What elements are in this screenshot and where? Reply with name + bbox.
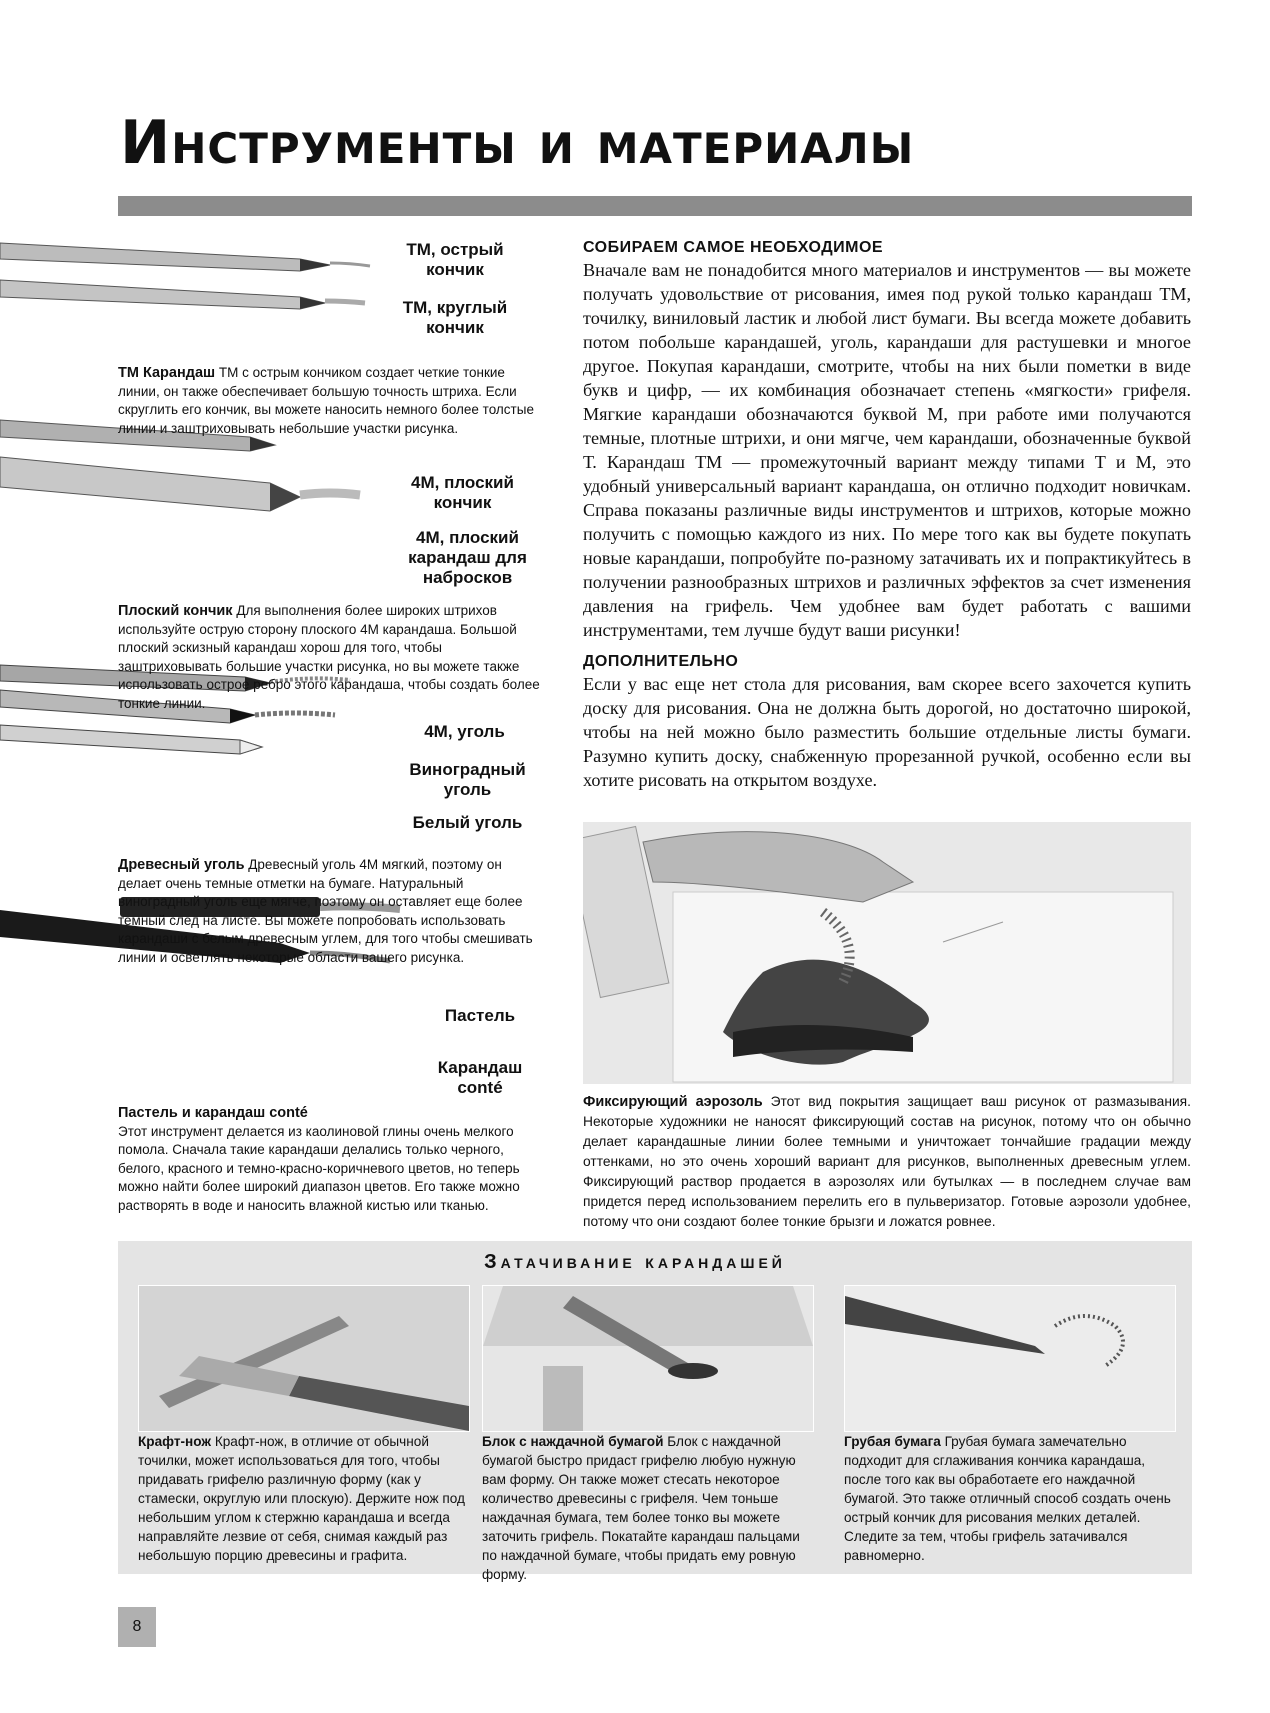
sharpen-caption-paper-text: Грубая бумага замечательно подходит для сглаживания кончика карандаша, после того как вы обработаете его наждачной бумагой. Это также отличный способ создать очень острый кончик для рисования мелких деталей. Следите за тем, чтобы грифель затачивался равномерно. xyxy=(844,1434,1171,1563)
caption-flat-text: Для выполнения более широких штрихов используйте острую сторону плоского 4М карандаша. Большой плоский эскизный карандаш хорош для того, чтобы заштриховывать большие участки рисунка, но вы можете также использовать острое ребро этого карандаша, чтобы создать более тонкие линии. xyxy=(118,603,540,711)
pencil-tm-round-icon xyxy=(0,280,365,309)
label-white-charcoal: Белый уголь xyxy=(412,813,523,832)
pencil-white-charcoal-icon xyxy=(0,725,262,754)
label-tm-sharp: ТМ, острый кончик xyxy=(406,240,504,279)
sandpaper-block-photo xyxy=(482,1285,814,1432)
page-title: Инструменты и материалы xyxy=(120,108,915,178)
sharpen-caption-knife xyxy=(138,1432,468,1565)
sharpening-title: Затачивание карандашей xyxy=(484,1251,786,1273)
caption-spray-text: Этот вид покрытия защищает ваш рисунок от размазывания. Некоторые художники не наносят фиксирующий состав на рисунок, потому что он обычно делает карандашные линии более темными и уничтожает тончайшие градации между оттенками, но это очень хороший вариант для рисунков, выполненных древесным углем. Фиксирующий раствор продается в аэрозолях или бутылках — в последнем случае вам придется перед использованием перелить его в пульверизатор. Готовые аэрозоли удобнее, потому что они создают более тонкие брызги и ложатся ровнее. xyxy=(583,1094,1191,1229)
caption-pastel-text: Этот инструмент делается из каолиновой глины очень мелкого помола. Сначала такие карандаши делались только черного, белого, красного и темно-красно-коричневого цветов, но теперь можно найти более широкий диапазон цветов. Его также можно растворять в воде и наносить влажной кистью или тканью. xyxy=(118,1123,520,1213)
label-conte: Карандаш conté xyxy=(437,1058,523,1097)
label-tm-round: ТМ, круглый кончик xyxy=(402,298,508,337)
caption-pastel xyxy=(118,1104,548,1215)
sharpen-caption-knife-title: Крафт-нож xyxy=(138,1434,212,1449)
craft-knife-photo xyxy=(138,1285,470,1432)
sharpen-caption-sandpaper xyxy=(482,1432,812,1584)
page-number: 8 xyxy=(118,1607,156,1647)
caption-tm-title: ТМ Карандаш xyxy=(118,365,216,381)
caption-spray-title: Фиксирующий аэрозоль xyxy=(583,1094,763,1110)
label-4m-flat: 4М, плоский кончик xyxy=(411,473,514,512)
article-para-2: Если у вас еще нет стола для рисования, вам скорее всего захочется купить доску для рисования. Она не должна быть дорогой, но достаточно широкой, чтобы на ней можно было разместить большие отдельные листы бумаги. Разумно купить доску, снабженную прорезанной ручкой, особенно если вы хотите рисовать на открытом воздухе. xyxy=(583,674,1191,790)
caption-flat xyxy=(118,602,548,713)
sharpen-caption-sandpaper-title: Блок с наждачной бумагой xyxy=(482,1434,664,1449)
caption-spray xyxy=(583,1092,1191,1232)
sharpen-caption-paper xyxy=(844,1432,1174,1565)
rough-paper-photo xyxy=(844,1285,1176,1432)
sharpen-caption-sandpaper-text: Блок с наждачной бумагой быстро придаст грифелю любую нужную вам форму. Он также может стесать некоторое количество древесины с грифеля. Чем тоньше наждачная бумага, тем более тонко вы можете заточить грифель. Покатайте карандаш пальцами по наждачной бумаге, чтобы придать ему ровную форму. xyxy=(482,1434,800,1582)
label-4m-sketch: 4М, плоский карандаш для набросков xyxy=(408,528,527,587)
sharpen-caption-knife-text: Крафт-нож, в отличие от обычной точилки, может использоваться для того, чтобы придавать грифелю различную форму (как у стамески, округлую или плоскую). Держите нож под небольшим углом к стержню карандаша и всегда направляйте лезвие от себя, снимая каждый раз небольшую порцию древесины и графита. xyxy=(138,1434,465,1563)
caption-charcoal-title: Древесный уголь xyxy=(118,857,245,873)
caption-pastel-title: Пастель и карандаш conté xyxy=(118,1105,308,1121)
caption-tm xyxy=(118,364,548,438)
article-heading-2: ДОПОЛНИТЕЛЬНО xyxy=(583,653,739,670)
article-para-1: Вначале вам не понадобится много материалов и инструментов — вы можете получать удовольствие от рисования, имея под рукой только карандаш ТМ, точилку, виниловый ластик и любой лист бумаги. Вы всегда можете добавить потом побольше карандашей, уголь, карандаши для растушевки и многое другое. Покупая карандаши, смотрите, чтобы на них были пометки в виде букв и цифр, — их комбинация обозначает степень «мягкости» грифеля. Мягкие карандаши обозначаются буквой М, при работе ими получаются темные, плотные штрихи, и они мягче, чем карандаши, обозначенные буквой Т. Карандаш ТМ — промежуточный вариант между типами Т и М, это удобный универсальный вариант карандаша, он отлично подходит новичкам. Справа показаны различные виды инструментов и штрихов, которые можно получить с помощью каждого из них. По мере того как вы будете покупать новые карандаши, попробуйте по-разному затачивать их и попрактикуйтесь в получении разнообразных штрихов и различных эффектов за счет изменения давления на грифель. Чем удобнее вам будет работать с вашими инструментами, тем лучше будут ваши рисунки! xyxy=(583,260,1191,640)
sharpen-caption-paper-title: Грубая бумага xyxy=(844,1434,941,1449)
label-pastel: Пастель xyxy=(444,1006,516,1025)
pencil-4m-sketch-icon xyxy=(0,457,360,511)
caption-tm-text: ТМ с острым кончиком создает четкие тонкие линии, он также обеспечивает большую точность штриха. Если скруглить его кончик, вы можете наносить немного более толстые линии и заштриховывать небольшие участки рисунка. xyxy=(118,365,534,436)
title-rule xyxy=(118,196,1192,216)
fixative-spray-photo xyxy=(583,822,1191,1084)
caption-flat-title: Плоский кончик xyxy=(118,603,233,619)
caption-charcoal xyxy=(118,856,548,967)
label-vine-charcoal: Виноградный уголь xyxy=(409,760,526,799)
label-4m-charcoal: 4М, уголь xyxy=(424,722,505,741)
caption-charcoal-text: Древесный уголь 4М мягкий, поэтому он делает очень темные отметки на бумаге. Натуральный виноградный уголь еще мягче, поэтому он оставляет еще более темный след на листе. Вы можете попробовать использовать карандаши с белым древесным углем, для того чтобы смешивать линии и осветлять некоторые области вашего рисунка. xyxy=(118,857,533,965)
pencil-tm-sharp-icon xyxy=(0,243,370,271)
article-heading-1: СОБИРАЕМ САМОЕ НЕОБХОДИМОЕ xyxy=(583,239,884,256)
